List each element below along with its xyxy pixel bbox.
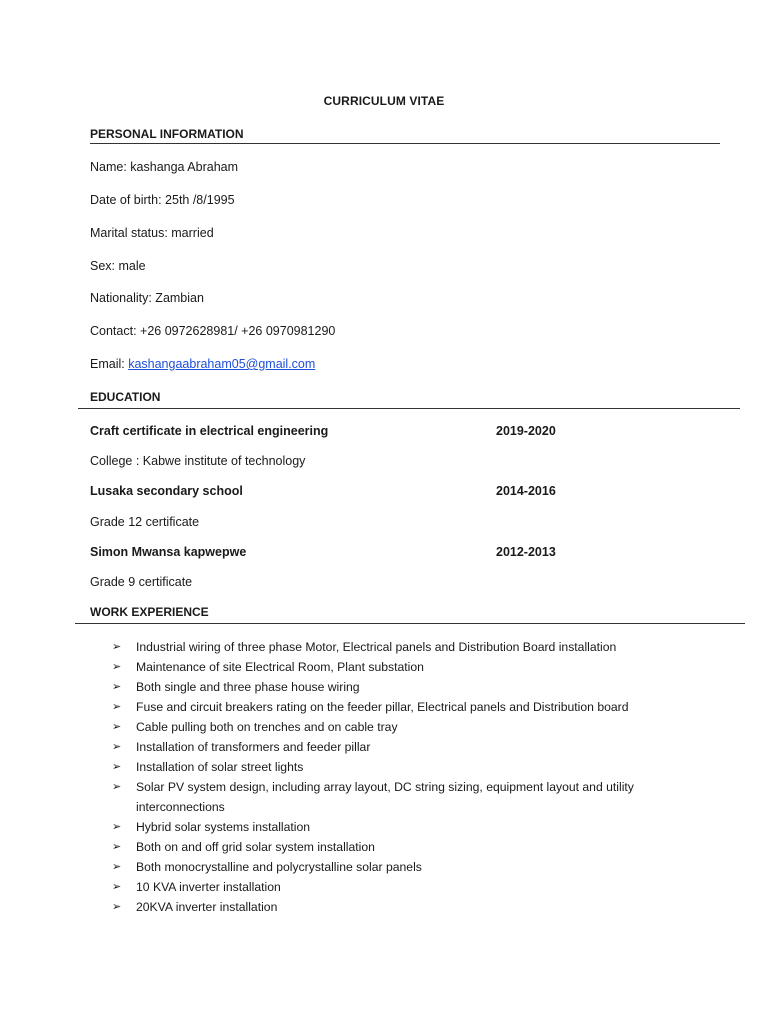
dob-line: Date of birth: 25th /8/1995 [90, 193, 235, 207]
list-item [112, 677, 672, 697]
arrowhead-bullet-icon: ➢ [112, 701, 122, 713]
education-title: Simon Mwansa kapwepwe [90, 545, 247, 559]
email-link[interactable]: kashangaabraham05@gmail.com [128, 357, 316, 371]
arrowhead-bullet-icon: ➢ [112, 721, 122, 733]
list-item-text: 10 KVA inverter installation [136, 880, 281, 894]
arrowhead-bullet-icon: ➢ [112, 781, 122, 793]
education-years: 2012-2013 [496, 545, 556, 559]
list-item [112, 897, 672, 917]
education-heading: EDUCATION [90, 390, 161, 404]
arrowhead-bullet-icon: ➢ [112, 841, 122, 853]
section-divider [90, 143, 720, 144]
education-title: Craft certificate in electrical engineering [90, 424, 329, 438]
list-item-text: Industrial wiring of three phase Motor, Electrical panels and Distribution Board installation [136, 640, 617, 654]
marital-line: Marital status: married [90, 226, 214, 240]
arrowhead-bullet-icon: ➢ [112, 901, 122, 913]
list-item [112, 817, 672, 837]
list-item [112, 837, 672, 857]
list-item-text: Both monocrystalline and polycrystalline solar panels [136, 860, 422, 874]
list-item [112, 717, 672, 737]
education-detail: College : Kabwe institute of technology [90, 454, 306, 468]
email-line [90, 357, 315, 371]
list-item [112, 857, 672, 877]
list-item [112, 657, 672, 677]
arrowhead-bullet-icon: ➢ [112, 821, 122, 833]
arrowhead-bullet-icon: ➢ [112, 861, 122, 873]
education-detail: Grade 9 certificate [90, 575, 193, 589]
section-divider [78, 408, 740, 409]
arrowhead-bullet-icon: ➢ [112, 641, 122, 653]
email-label: Email: [90, 357, 129, 371]
list-item-text: Hybrid solar systems installation [136, 820, 311, 834]
arrowhead-bullet-icon: ➢ [112, 761, 122, 773]
list-item-text: Fuse and circuit breakers rating on the feeder pillar, Electrical panels and Distribution board [136, 700, 629, 714]
list-item [112, 757, 672, 777]
sex-line: Sex: male [90, 259, 146, 273]
personal-information-heading: PERSONAL INFORMATION [90, 127, 244, 141]
list-item-text: Cable pulling both on trenches and on cable tray [136, 720, 398, 734]
arrowhead-bullet-icon: ➢ [112, 681, 122, 693]
list-item-text: 20KVA inverter installation [136, 900, 278, 914]
list-item [112, 877, 672, 897]
section-divider [75, 623, 745, 624]
list-item [112, 737, 672, 757]
list-item-text: Maintenance of site Electrical Room, Plant substation [136, 660, 424, 674]
list-item [112, 777, 672, 817]
document-title: CURRICULUM VITAE [323, 94, 445, 108]
education-detail: Grade 12 certificate [90, 515, 200, 529]
list-item-text: Both on and off grid solar system installation [136, 840, 375, 854]
nationality-line: Nationality: Zambian [90, 291, 204, 305]
contact-line: Contact: +26 0972628981/ +26 0970981290 [90, 324, 336, 338]
arrowhead-bullet-icon: ➢ [112, 741, 122, 753]
arrowhead-bullet-icon: ➢ [112, 881, 122, 893]
list-item-text: Installation of solar street lights [136, 760, 304, 774]
list-item-text: Installation of transformers and feeder pillar [136, 740, 371, 754]
list-item-text: Both single and three phase house wiring [136, 680, 360, 694]
education-years: 2014-2016 [496, 484, 556, 498]
list-item [112, 697, 672, 717]
work-experience-list [112, 637, 672, 917]
education-title: Lusaka secondary school [90, 484, 243, 498]
list-item [112, 637, 672, 657]
list-item-text: Solar PV system design, including array layout, DC string sizing, equipment layout and utility interconnections [136, 780, 634, 814]
education-years: 2019-2020 [496, 424, 556, 438]
name-line: Name: kashanga Abraham [90, 160, 239, 174]
arrowhead-bullet-icon: ➢ [112, 661, 122, 673]
work-experience-heading: WORK EXPERIENCE [90, 605, 209, 619]
